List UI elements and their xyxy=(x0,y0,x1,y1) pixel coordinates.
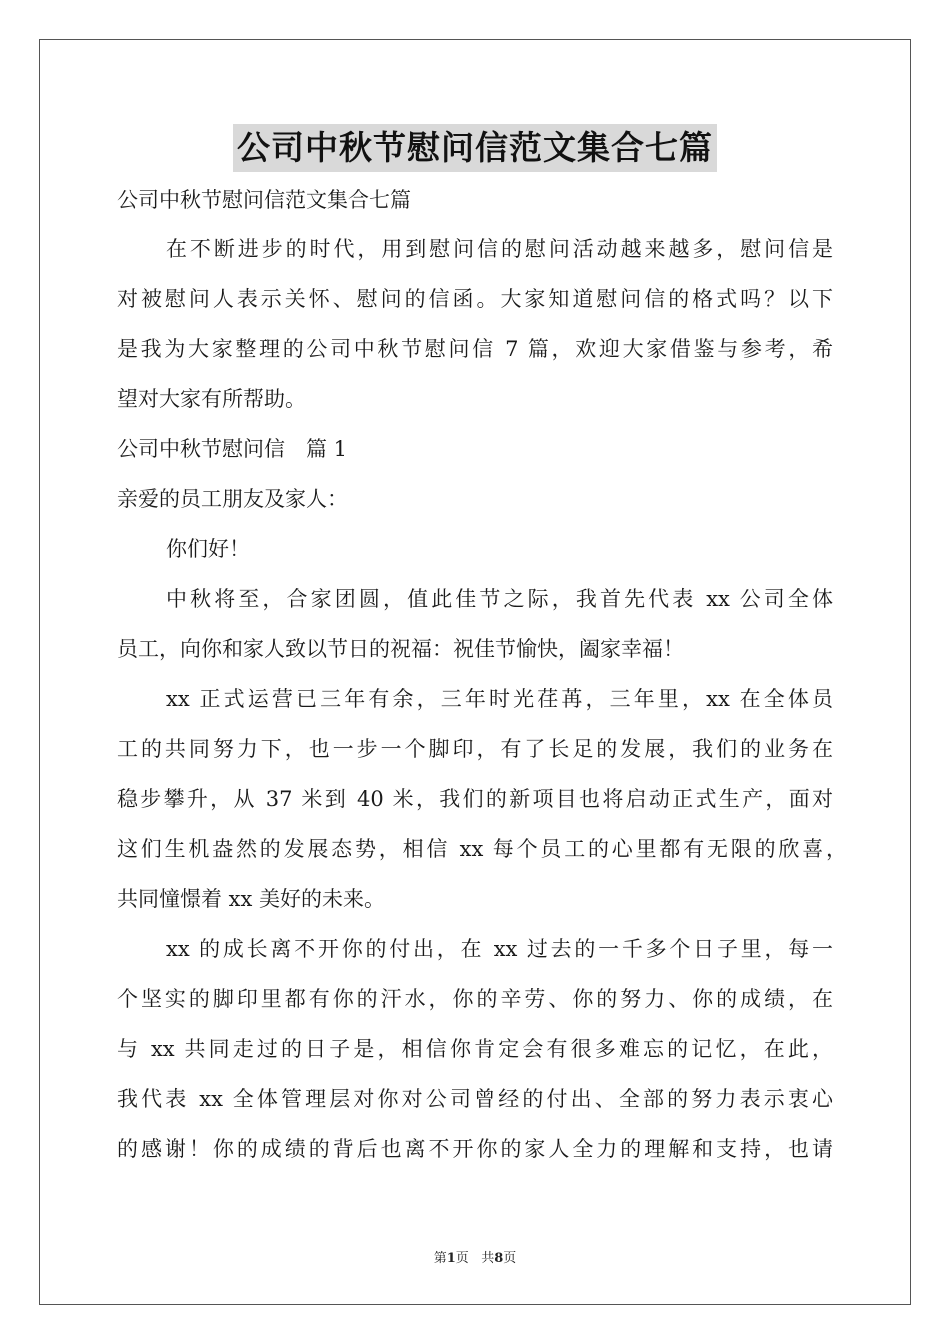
greeting: 你们好！ xyxy=(166,537,250,561)
title-container xyxy=(0,124,950,172)
total-suffix: 页 xyxy=(503,1251,517,1266)
paragraph-line: 共同憧憬着 xx 美好的未来。 xyxy=(117,887,386,911)
section-heading: 公司中秋节慰问信 篇 1 xyxy=(117,437,348,461)
page-total: 8 xyxy=(494,1251,504,1266)
paragraph-line: 是我为大家整理的公司中秋节慰问信 7 篇，欢迎大家借鉴与参考，希 xyxy=(117,337,833,361)
paragraph-line: 与 xx 共同走过的日子是，相信你肯定会有很多难忘的记忆，在此， xyxy=(117,1037,833,1061)
paragraph-line: 员工，向你和家人致以节日的祝福：祝佳节愉快，阖家幸福！ xyxy=(117,637,684,661)
paragraph-line: xx 正式运营已三年有余，三年时光荏苒，三年里，xx 在全体员 xyxy=(166,687,833,711)
paragraph-line: 在不断进步的时代，用到慰问信的慰问活动越来越多，慰问信是 xyxy=(166,237,833,261)
paragraph-line: 我代表 xx 全体管理层对你对公司曾经的付出、全部的努力表示衷心 xyxy=(117,1087,833,1111)
page-frame xyxy=(39,39,911,1305)
subtitle-line: 公司中秋节慰问信范文集合七篇 xyxy=(117,188,411,212)
paragraph-line: xx 的成长离不开你的付出，在 xx 过去的一千多个日子里，每一 xyxy=(166,937,833,961)
paragraph-line: 个坚实的脚印里都有你的汗水，你的辛劳、你的努力、你的成绩，在 xyxy=(117,987,833,1011)
page-suffix: 页 xyxy=(455,1251,469,1266)
paragraph-line: 这们生机盎然的发展态势，相信 xx 每个员工的心里都有无限的欣喜， xyxy=(117,837,847,861)
paragraph-line: 望对大家有所帮助。 xyxy=(117,387,306,411)
page-current: 1 xyxy=(446,1251,456,1266)
page-footer xyxy=(0,1247,950,1266)
document-title: 公司中秋节慰问信范文集合七篇 xyxy=(233,124,717,172)
paragraph-line: 中秋将至，合家团圆，值此佳节之际，我首先代表 xx 公司全体 xyxy=(166,587,833,611)
total-prefix: 共 xyxy=(481,1251,495,1266)
paragraph-line: 稳步攀升，从 37 米到 40 米，我们的新项目也将启动正式生产，面对 xyxy=(117,787,833,811)
paragraph-line: 对被慰问人表示关怀、慰问的信函。大家知道慰问信的格式吗？以下 xyxy=(117,287,833,311)
paragraph-line: 工的共同努力下，也一步一个脚印，有了长足的发展，我们的业务在 xyxy=(117,737,833,761)
paragraph-line: 的感谢！你的成绩的背后也离不开你的家人全力的理解和支持，也请 xyxy=(117,1137,833,1161)
page-prefix: 第 xyxy=(433,1251,447,1266)
salutation: 亲爱的员工朋友及家人： xyxy=(117,487,348,511)
